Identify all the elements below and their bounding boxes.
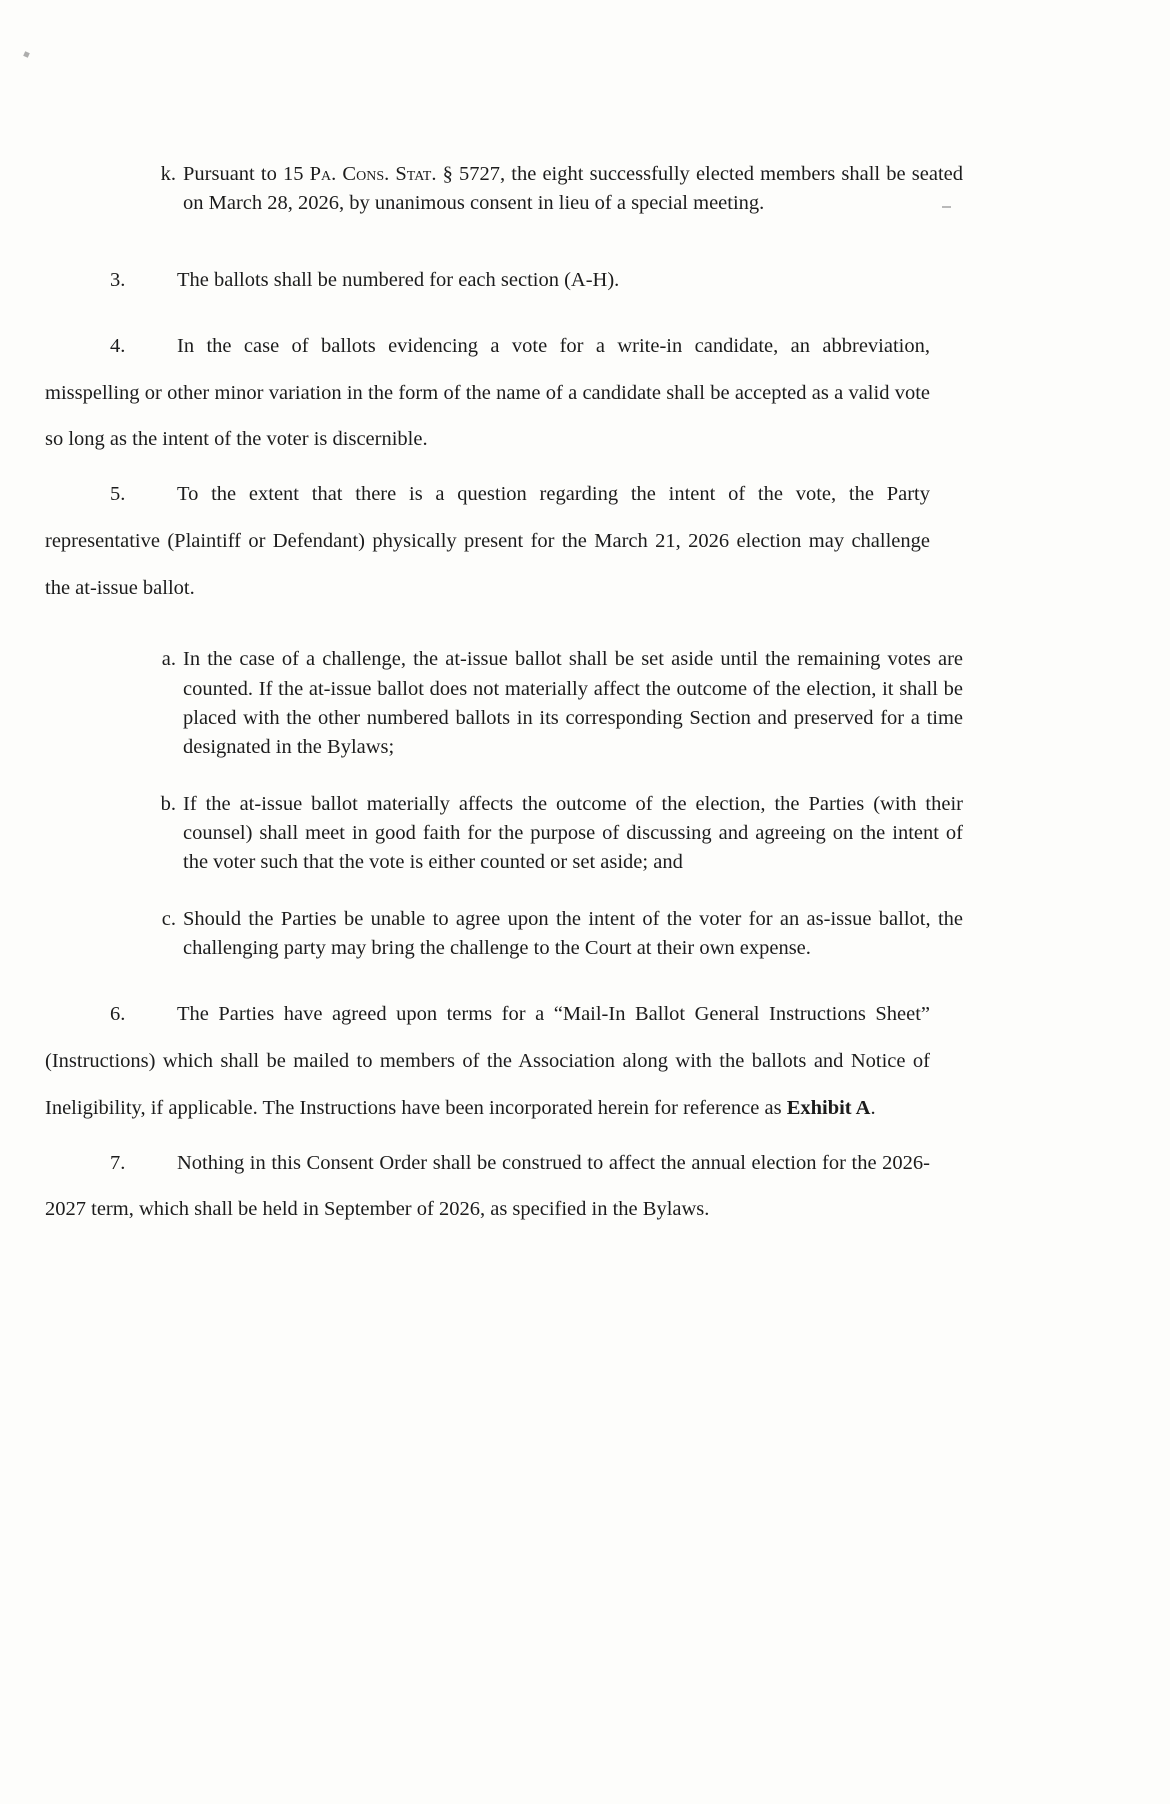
- list-item-text: [45, 991, 930, 1131]
- list-marker: 7.: [110, 1151, 126, 1174]
- list-marker: k.: [160, 163, 176, 185]
- list-item-5a: [150, 645, 963, 761]
- list-item-text: In the case of a challenge, the at-issue ballot shall be set aside until the remaining votes are counted. If the at-issue ballot does not materially affect the outcome of the election, it shall be placed with the other numbered ballots in its corresponding Section and preserved for a time designated in the Bylaws;: [183, 648, 963, 758]
- list-item-5b: [150, 790, 963, 877]
- statute-citation: Pa. Cons. Stat.: [309, 163, 437, 185]
- list-item-7: [45, 1140, 930, 1233]
- text-fragment: .: [870, 1096, 876, 1119]
- list-marker: 4.: [110, 335, 126, 358]
- text-fragment: § 5727, the eight successfully elected members shall be seated on March 28, 2026, by unanimous consent in lieu of a special meeting.: [183, 163, 963, 215]
- text-fragment: Pursuant to 15: [183, 163, 310, 185]
- scan-artifact-speck: [23, 51, 30, 58]
- list-item-text: If the at-issue ballot materially affects the outcome of the election, the Parties (with their counsel) shall meet in good faith for the purpose of discussing and agreeing on the intent of the voter such that the vote is either counted or set aside; and: [183, 792, 963, 874]
- list-marker: 5.: [110, 483, 126, 506]
- list-item-6: [45, 991, 930, 1131]
- list-item-text: The ballots shall be numbered for each section (A-H).: [177, 269, 620, 292]
- list-item-3: [45, 264, 930, 297]
- list-item-text: In the case of ballots evidencing a vote for a write-in candidate, an abbreviation, misspelling or other minor variation in the form of the name of a candidate shall be accepted as a valid vote so long as the intent of the voter is discernible.: [45, 335, 930, 451]
- list-item-4: [45, 323, 930, 463]
- list-item-text: Should the Parties be unable to agree upon the intent of the voter for an as-issue ballot, the challenging party may bring the challenge to the Court at their own expense.: [183, 908, 963, 960]
- text-fragment: The Parties have agreed upon terms for a “Mail-In Ballot General Instructions Sheet” (Instructions) which shall be mailed to members of the Association along with the ballots and Notice of Ineligibility, if applicable. The Instructions have been incorporated herein for reference as: [45, 1003, 930, 1119]
- list-item-text: To the extent that there is a question regarding the intent of the vote, the Party representative (Plaintiff or Defendant) physically present for the March 21, 2026 election may challenge the at-issue ballot.: [45, 483, 930, 599]
- list-marker: b.: [160, 792, 176, 815]
- document-body: [45, 160, 963, 1241]
- list-marker: 6.: [110, 1003, 126, 1026]
- list-marker: a.: [161, 648, 176, 671]
- exhibit-reference: Exhibit A: [786, 1096, 871, 1119]
- list-item-text: Nothing in this Consent Order shall be construed to affect the annual election for the 2026-2027 term, which shall be held in September of 2026, as specified in the Bylaws.: [45, 1151, 930, 1221]
- list-marker: 3.: [110, 269, 126, 292]
- list-marker: c.: [161, 908, 176, 931]
- list-item-5c: [150, 905, 963, 963]
- list-item-5: [45, 471, 930, 611]
- list-item-k: [150, 160, 963, 218]
- list-item-text: [183, 160, 963, 218]
